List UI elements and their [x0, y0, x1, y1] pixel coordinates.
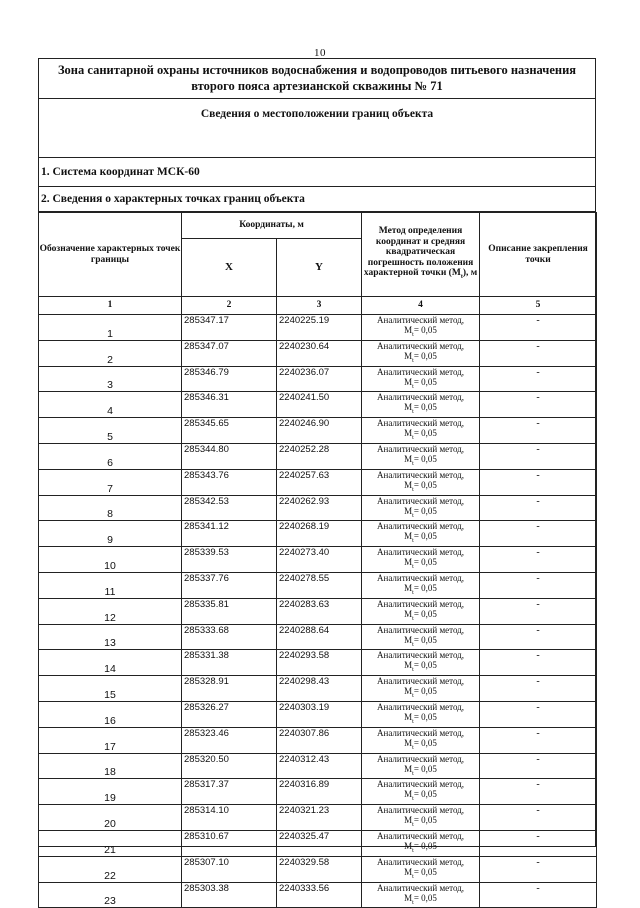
- method-line-2: [362, 738, 479, 753]
- coord-x: 285323.46: [182, 727, 277, 753]
- method-m: M: [404, 660, 413, 671]
- method-line-2: [362, 764, 479, 779]
- method-line-1: Аналитический метод,: [377, 418, 465, 429]
- method-cell: [362, 830, 480, 856]
- method-line-2: [362, 789, 479, 804]
- coord-x: 285331.38: [182, 650, 277, 676]
- method-line-1: Аналитический метод,: [377, 701, 465, 712]
- method-line-2: [362, 686, 479, 701]
- method-value: = 0,05: [413, 686, 437, 697]
- method-value: = 0,05: [413, 892, 437, 903]
- method-sub: t: [412, 770, 414, 777]
- table-row: [39, 650, 597, 676]
- method-value: = 0,05: [413, 376, 437, 387]
- method-sub: t: [412, 641, 414, 648]
- method-value: = 0,05: [413, 737, 437, 748]
- method-line-1: Аналитический метод,: [377, 521, 465, 532]
- header-description: Описание закрепления точки: [480, 213, 597, 297]
- coord-y: 2240236.07: [277, 366, 362, 392]
- coord-y: 2240230.64: [277, 340, 362, 366]
- method-sub: t: [412, 692, 414, 699]
- method-sub: t: [412, 899, 414, 906]
- coord-y: 2240307.86: [277, 727, 362, 753]
- table-row: [39, 521, 597, 547]
- method-line-2: [362, 893, 479, 908]
- coord-x: 285314.10: [182, 805, 277, 831]
- table-row: [39, 805, 597, 831]
- method-line-1: Аналитический метод,: [377, 830, 465, 841]
- method-line-2: [362, 841, 479, 856]
- coord-x: 285345.65: [182, 418, 277, 444]
- method-m: M: [404, 557, 413, 568]
- table-row: [39, 418, 597, 444]
- header-method: [362, 213, 480, 297]
- point-description: -: [480, 340, 597, 366]
- method-cell: [362, 547, 480, 573]
- table-row: [39, 882, 597, 908]
- method-value: = 0,05: [413, 402, 437, 413]
- method-value: = 0,05: [413, 350, 437, 361]
- method-line-1: Аналитический метод,: [377, 547, 465, 558]
- point-description: -: [480, 418, 597, 444]
- coord-x: 285339.53: [182, 547, 277, 573]
- method-value: = 0,05: [413, 453, 437, 464]
- page-number: 10: [314, 47, 326, 59]
- coord-x: 285347.07: [182, 340, 277, 366]
- table-row: [39, 624, 597, 650]
- method-cell: [362, 753, 480, 779]
- coord-y: 2240329.58: [277, 856, 362, 882]
- coord-y: 2240241.50: [277, 392, 362, 418]
- header-x: X: [182, 239, 277, 297]
- method-value: = 0,05: [413, 608, 437, 619]
- method-cell: [362, 315, 480, 341]
- method-value: = 0,05: [413, 479, 437, 490]
- coord-y: 2240257.63: [277, 469, 362, 495]
- method-m: M: [404, 608, 413, 619]
- method-value: = 0,05: [413, 711, 437, 722]
- point-designation: 3: [39, 366, 182, 392]
- section-title-bar: [39, 99, 595, 158]
- method-sub: t: [412, 796, 414, 803]
- point-designation: 15: [39, 676, 182, 702]
- method-m: M: [404, 686, 413, 697]
- coord-y: 2240303.19: [277, 701, 362, 727]
- method-line-2: [362, 402, 479, 417]
- method-sub: t: [412, 357, 414, 364]
- method-cell: [362, 469, 480, 495]
- table-row: [39, 856, 597, 882]
- method-cell: [362, 882, 480, 908]
- point-designation: 18: [39, 753, 182, 779]
- point-designation: 16: [39, 701, 182, 727]
- coord-y: 2240262.93: [277, 495, 362, 521]
- point-designation: 19: [39, 779, 182, 805]
- header-y: Y: [277, 239, 362, 297]
- method-m: M: [404, 325, 413, 335]
- method-m: M: [404, 428, 413, 439]
- point-description: -: [480, 572, 597, 598]
- method-m: M: [404, 505, 413, 516]
- point-designation: 17: [39, 727, 182, 753]
- coord-x: 285344.80: [182, 443, 277, 469]
- point-designation: 10: [39, 547, 182, 573]
- method-line-1: Аналитический метод,: [377, 340, 465, 351]
- method-line-1: Аналитический метод,: [377, 856, 465, 867]
- coord-y: 2240246.90: [277, 418, 362, 444]
- method-m: M: [404, 815, 413, 826]
- method-line-2: [362, 815, 479, 830]
- coord-y: 2240273.40: [277, 547, 362, 573]
- method-m: M: [404, 711, 413, 722]
- method-sub: t: [412, 718, 414, 725]
- method-line-2: [362, 531, 479, 546]
- method-line-2: [362, 377, 479, 392]
- table-row: [39, 547, 597, 573]
- table-row: [39, 340, 597, 366]
- coord-x: 285307.10: [182, 856, 277, 882]
- method-sub: t: [412, 821, 414, 828]
- header-point-designation: Обозначение характерных точек границы: [39, 213, 182, 297]
- method-line-1: Аналитический метод,: [377, 392, 465, 403]
- coord-x: 285337.76: [182, 572, 277, 598]
- method-line-1: Аналитический метод,: [377, 779, 465, 790]
- method-line-2: [362, 867, 479, 882]
- point-description: -: [480, 882, 597, 908]
- method-sub: t: [412, 383, 414, 390]
- point-description: -: [480, 753, 597, 779]
- method-line-2: [362, 351, 479, 366]
- header-col-1: 1: [39, 297, 182, 315]
- method-line-1: Аналитический метод,: [377, 676, 465, 687]
- method-cell: [362, 340, 480, 366]
- coord-x: 285346.79: [182, 366, 277, 392]
- point-designation: 5: [39, 418, 182, 444]
- coord-system-bar: [39, 158, 595, 187]
- table-row: [39, 598, 597, 624]
- document-frame: [38, 58, 596, 908]
- point-designation: 4: [39, 392, 182, 418]
- point-designation: 23: [39, 882, 182, 908]
- coord-x: 285333.68: [182, 624, 277, 650]
- method-m: M: [404, 866, 413, 877]
- header-method-suffix: ), м: [462, 268, 478, 279]
- method-sub: t: [412, 538, 414, 545]
- method-line-1: Аналитический метод,: [377, 598, 465, 609]
- table-row: [39, 701, 597, 727]
- point-designation: 21: [39, 830, 182, 856]
- header-col-3: 3: [277, 297, 362, 315]
- coord-x: 285347.17: [182, 315, 277, 341]
- method-value: = 0,05: [413, 557, 437, 568]
- method-line-2: [362, 454, 479, 469]
- points-heading: 2. Сведения о характерных точках границ объекта: [41, 193, 305, 205]
- point-designation: 2: [39, 340, 182, 366]
- method-line-1: Аналитический метод,: [377, 366, 465, 377]
- method-cell: [362, 779, 480, 805]
- method-sub: t: [412, 563, 414, 570]
- coord-x: 285317.37: [182, 779, 277, 805]
- point-description: -: [480, 392, 597, 418]
- point-description: -: [480, 650, 597, 676]
- method-m: M: [404, 376, 413, 387]
- method-value: = 0,05: [413, 531, 437, 542]
- method-line-1: Аналитический метод,: [377, 805, 465, 816]
- method-m: M: [404, 737, 413, 748]
- coord-x: 285342.53: [182, 495, 277, 521]
- method-value: = 0,05: [413, 505, 437, 516]
- method-line-1: Аналитический метод,: [377, 650, 465, 661]
- point-description: -: [480, 598, 597, 624]
- method-value: = 0,05: [413, 634, 437, 645]
- method-m: M: [404, 634, 413, 645]
- point-designation: 6: [39, 443, 182, 469]
- coord-system: 1. Система координат МСК-60: [41, 166, 200, 178]
- coord-y: 2240312.43: [277, 753, 362, 779]
- method-sub: t: [412, 434, 414, 441]
- point-designation: 1: [39, 315, 182, 341]
- method-line-2: [362, 480, 479, 495]
- method-m: M: [404, 789, 413, 800]
- point-description: -: [480, 315, 597, 341]
- coord-y: 2240288.64: [277, 624, 362, 650]
- point-description: -: [480, 805, 597, 831]
- method-sub: t: [412, 873, 414, 880]
- method-cell: [362, 701, 480, 727]
- table-row: [39, 443, 597, 469]
- coord-x: 285326.27: [182, 701, 277, 727]
- coord-y: 2240278.55: [277, 572, 362, 598]
- method-value: = 0,05: [413, 325, 437, 335]
- header-col-2: 2: [182, 297, 277, 315]
- method-sub: t: [412, 615, 414, 622]
- table-row: [39, 753, 597, 779]
- point-description: -: [480, 624, 597, 650]
- section-title: Сведения о местоположении границ объекта: [200, 108, 434, 120]
- method-cell: [362, 392, 480, 418]
- method-cell: [362, 676, 480, 702]
- coord-y: 2240252.28: [277, 443, 362, 469]
- coord-y: 2240316.89: [277, 779, 362, 805]
- method-line-2: [362, 428, 479, 443]
- header-method-sub: t: [460, 274, 463, 281]
- method-line-2: [362, 506, 479, 521]
- method-value: = 0,05: [413, 428, 437, 439]
- method-m: M: [404, 402, 413, 413]
- title-line-2: второго пояса артезианской скважины № 71: [191, 79, 443, 93]
- point-description: -: [480, 676, 597, 702]
- coord-x: 285346.31: [182, 392, 277, 418]
- method-value: = 0,05: [413, 763, 437, 774]
- coord-y: 2240333.56: [277, 882, 362, 908]
- coord-y: 2240298.43: [277, 676, 362, 702]
- method-sub: t: [412, 744, 414, 751]
- method-cell: [362, 598, 480, 624]
- method-m: M: [404, 350, 413, 361]
- method-line-1: Аналитический метод,: [377, 624, 465, 635]
- method-sub: t: [412, 667, 414, 674]
- method-value: = 0,05: [413, 660, 437, 671]
- method-m: M: [404, 892, 413, 903]
- method-sub: t: [412, 409, 414, 416]
- method-cell: [362, 521, 480, 547]
- point-description: -: [480, 856, 597, 882]
- coord-y: 2240225.19: [277, 315, 362, 341]
- method-value: = 0,05: [413, 582, 437, 593]
- method-value: = 0,05: [413, 840, 437, 851]
- method-m: M: [404, 531, 413, 542]
- method-sub: t: [412, 847, 414, 854]
- method-sub: t: [412, 331, 414, 338]
- coord-x: 285303.38: [182, 882, 277, 908]
- coord-y: 2240325.47: [277, 830, 362, 856]
- method-m: M: [404, 840, 413, 851]
- coord-y: 2240321.23: [277, 805, 362, 831]
- point-description: -: [480, 830, 597, 856]
- header-coordinates: Координаты, м: [182, 213, 362, 239]
- point-designation: 12: [39, 598, 182, 624]
- method-line-2: [362, 583, 479, 598]
- method-line-1: Аналитический метод,: [377, 727, 465, 738]
- method-cell: [362, 495, 480, 521]
- table-row: [39, 572, 597, 598]
- method-cell: [362, 650, 480, 676]
- method-cell: [362, 805, 480, 831]
- method-m: M: [404, 582, 413, 593]
- point-description: -: [480, 495, 597, 521]
- method-sub: t: [412, 589, 414, 596]
- table-row: [39, 727, 597, 753]
- method-sub: t: [412, 460, 414, 467]
- point-designation: 8: [39, 495, 182, 521]
- coord-y: 2240268.19: [277, 521, 362, 547]
- table-row: [39, 495, 597, 521]
- table-row: [39, 366, 597, 392]
- method-cell: [362, 856, 480, 882]
- points-heading-bar: [39, 187, 595, 212]
- method-sub: t: [412, 512, 414, 519]
- coord-x: 285320.50: [182, 753, 277, 779]
- method-line-2: [362, 660, 479, 675]
- method-line-1: Аналитический метод,: [377, 572, 465, 583]
- method-line-2: [362, 635, 479, 650]
- method-cell: [362, 727, 480, 753]
- method-line-2: [362, 325, 479, 340]
- table-row: [39, 779, 597, 805]
- point-designation: 11: [39, 572, 182, 598]
- point-designation: 20: [39, 805, 182, 831]
- method-line-1: Аналитический метод,: [377, 469, 465, 480]
- coord-x: 285343.76: [182, 469, 277, 495]
- point-description: -: [480, 366, 597, 392]
- header-col-4: 4: [362, 297, 480, 315]
- point-designation: 14: [39, 650, 182, 676]
- method-m: M: [404, 453, 413, 464]
- table-body: [39, 315, 597, 908]
- coord-x: 285341.12: [182, 521, 277, 547]
- coord-x: 285310.67: [182, 830, 277, 856]
- method-line-1: Аналитический метод,: [377, 882, 465, 893]
- point-description: -: [480, 469, 597, 495]
- table-row: [39, 392, 597, 418]
- coord-x: 285328.91: [182, 676, 277, 702]
- method-m: M: [404, 479, 413, 490]
- point-description: -: [480, 521, 597, 547]
- coord-y: 2240283.63: [277, 598, 362, 624]
- coord-y: 2240293.58: [277, 650, 362, 676]
- table-row: [39, 676, 597, 702]
- method-line-2: [362, 557, 479, 572]
- method-line-2: [362, 609, 479, 624]
- point-designation: 22: [39, 856, 182, 882]
- method-line-2: [362, 712, 479, 727]
- points-table: [38, 212, 597, 908]
- point-description: -: [480, 547, 597, 573]
- method-cell: [362, 572, 480, 598]
- coord-x: 285335.81: [182, 598, 277, 624]
- method-cell: [362, 418, 480, 444]
- method-line-1: Аналитический метод,: [377, 495, 465, 506]
- header-method-prefix: Метод определения координат и средняя квадратическая погрешность положения характерной точки (M: [363, 226, 474, 279]
- method-line-1: Аналитический метод,: [377, 315, 465, 325]
- method-cell: [362, 443, 480, 469]
- method-cell: [362, 624, 480, 650]
- title-line-1: Зона санитарной охраны источников водоснабжения и водопроводов питьевого назначения: [57, 63, 577, 77]
- method-line-1: Аналитический метод,: [377, 753, 465, 764]
- table-row: [39, 315, 597, 341]
- table-row: [39, 830, 597, 856]
- method-cell: [362, 366, 480, 392]
- table-row: [39, 469, 597, 495]
- method-value: = 0,05: [413, 789, 437, 800]
- method-sub: t: [412, 486, 414, 493]
- method-line-1: Аналитический метод,: [377, 443, 465, 454]
- method-m: M: [404, 763, 413, 774]
- point-description: -: [480, 443, 597, 469]
- document-title: [39, 59, 595, 99]
- method-value: = 0,05: [413, 866, 437, 877]
- point-designation: 13: [39, 624, 182, 650]
- point-description: -: [480, 779, 597, 805]
- point-designation: 9: [39, 521, 182, 547]
- method-value: = 0,05: [413, 815, 437, 826]
- point-description: -: [480, 727, 597, 753]
- point-description: -: [480, 701, 597, 727]
- point-designation: 7: [39, 469, 182, 495]
- header-col-5: 5: [480, 297, 597, 315]
